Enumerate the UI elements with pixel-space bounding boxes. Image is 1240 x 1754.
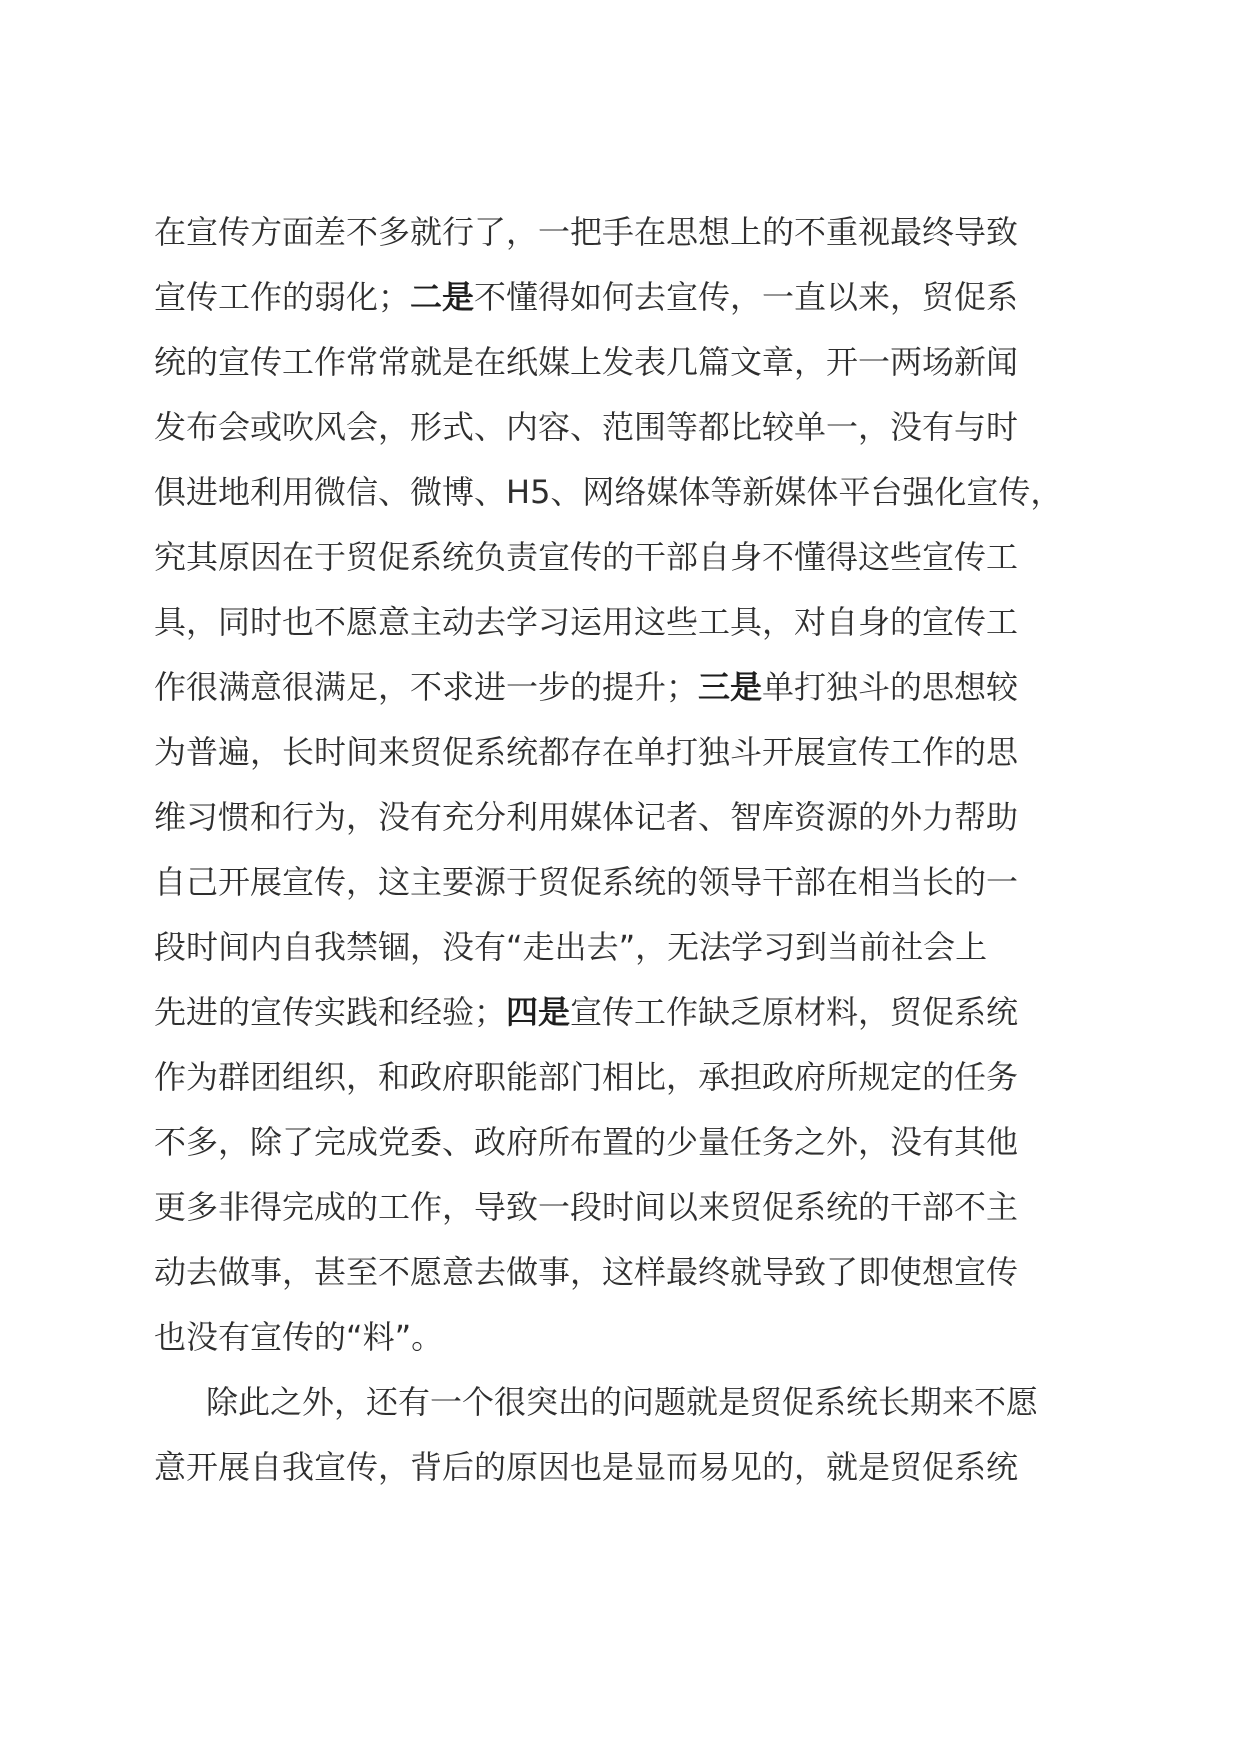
text-line xyxy=(154,408,1094,446)
text-line xyxy=(154,1253,1094,1291)
text-run: 作很满意很满足，不求进一步的提升； xyxy=(154,668,699,706)
text-run: 维习惯和行为，没有充分利用媒体记者、智库资源的外力帮助 xyxy=(154,798,1019,836)
text-line xyxy=(154,668,1094,706)
text-run: 究其原因在于贸促系统负责宣传的干部自身不懂得这些宣传工 xyxy=(154,538,1019,576)
text-run: 不多，除了完成党委、政府所布置的少量任务之外，没有其他 xyxy=(154,1123,1019,1161)
text-line xyxy=(154,1448,1094,1486)
text-run: 具，同时也不愿意主动去学习运用这些工具，对自身的宣传工 xyxy=(154,603,1019,641)
text-run: 自己开展宣传，这主要源于贸促系统的领导干部在相当长的一 xyxy=(154,863,1019,901)
text-line xyxy=(154,1318,1094,1356)
text-line xyxy=(154,733,1094,771)
text-line xyxy=(154,1058,1094,1096)
text-line xyxy=(154,603,1094,641)
paragraph-start-line xyxy=(154,1383,1094,1421)
text-line xyxy=(154,213,1094,251)
text-run: 为普遍，长时间来贸促系统都存在单打独斗开展宣传工作的思 xyxy=(154,733,1019,771)
text-line xyxy=(154,993,1094,1031)
text-run: 发布会或吹风会，形式、内容、范围等都比较单一，没有与时 xyxy=(154,408,1019,446)
text-line xyxy=(154,538,1094,576)
text-run: 也没有宣传的“料”。 xyxy=(154,1318,444,1356)
text-line xyxy=(154,473,1094,511)
text-line xyxy=(154,1123,1094,1161)
text-line xyxy=(154,1188,1094,1226)
bold-marker: 三是 xyxy=(698,668,763,706)
text-run: 先进的宣传实践和经验； xyxy=(154,993,507,1031)
text-run: 动去做事，甚至不愿意去做事，这样最终就导致了即使想宣传 xyxy=(154,1253,1019,1291)
text-run: 更多非得完成的工作，导致一段时间以来贸促系统的干部不主 xyxy=(154,1188,1019,1226)
text-run: 不懂得如何去宣传，一直以来，贸促系 xyxy=(474,278,1019,316)
text-run: 在宣传方面差不多就行了，一把手在思想上的不重视最终导致 xyxy=(154,213,1019,251)
text-line xyxy=(154,343,1094,381)
text-line xyxy=(154,928,1094,966)
bold-marker: 二是 xyxy=(410,278,475,316)
text-line xyxy=(154,278,1094,316)
body-text xyxy=(154,213,1094,1516)
text-run: 作为群团组织，和政府职能部门相比，承担政府所规定的任务 xyxy=(154,1058,1019,1096)
text-run: 段时间内自我禁锢，没有“走出去”，无法学习到当前社会上 xyxy=(154,928,988,966)
text-run: 俱进地利用微信、微博、H5、网络媒体等新媒体平台强化宣传， xyxy=(154,473,1063,511)
text-run: 宣传工作的弱化； xyxy=(154,278,411,316)
text-run: 宣传工作缺乏原材料，贸促系统 xyxy=(570,993,1019,1031)
text-run: 统的宣传工作常常就是在纸媒上发表几篇文章，开一两场新闻 xyxy=(154,343,1019,381)
text-line xyxy=(154,863,1094,901)
text-run: 单打独斗的思想较 xyxy=(762,668,1019,706)
text-run: 除此之外，还有一个很突出的问题就是贸促系统长期来不愿 xyxy=(206,1383,1039,1421)
text-run: 意开展自我宣传，背后的原因也是显而易见的，就是贸促系统 xyxy=(154,1448,1019,1486)
bold-marker: 四是 xyxy=(506,993,571,1031)
text-line xyxy=(154,798,1094,836)
